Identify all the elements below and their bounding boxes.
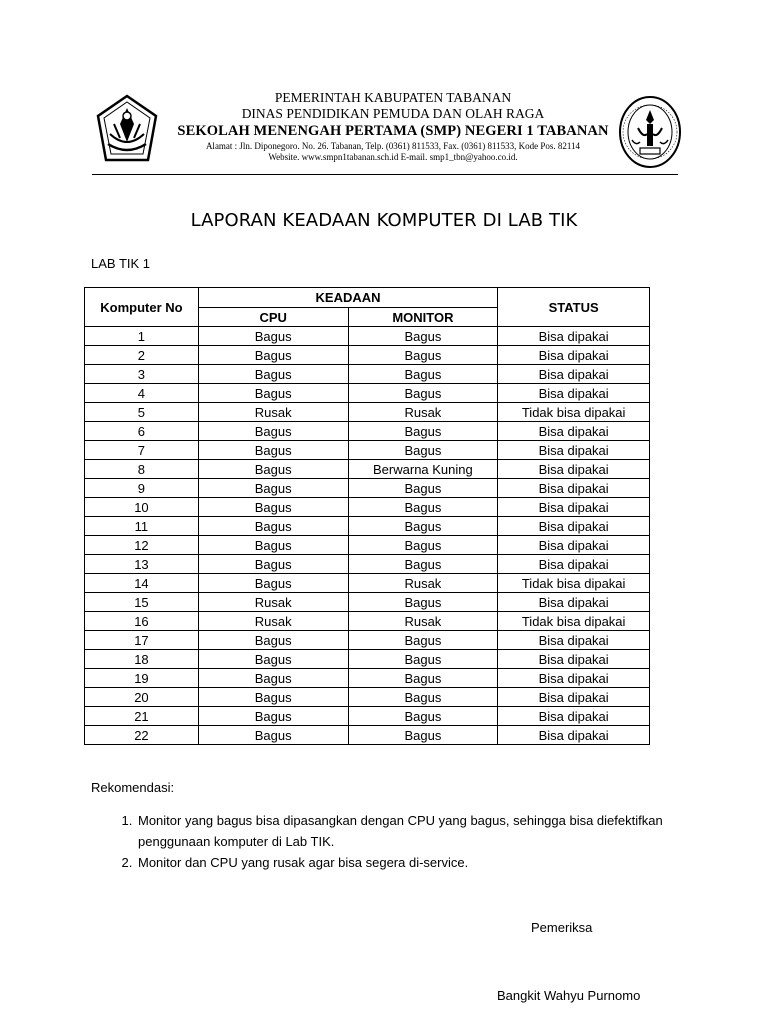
cell-computer-no: 16 <box>85 612 199 631</box>
cell-computer-no: 3 <box>85 365 199 384</box>
cell-status: Bisa dipakai <box>498 536 650 555</box>
report-title: LAPORAN KEADAAN KOMPUTER DI LAB TIK <box>190 210 578 231</box>
cell-computer-no: 20 <box>85 688 199 707</box>
cell-computer-no: 18 <box>85 650 199 669</box>
cell-monitor: Bagus <box>348 365 498 384</box>
cell-cpu: Bagus <box>198 536 348 555</box>
table-row <box>85 365 650 384</box>
cell-status: Bisa dipakai <box>498 441 650 460</box>
cell-computer-no: 6 <box>85 422 199 441</box>
cell-cpu: Bagus <box>198 460 348 479</box>
cell-cpu: Bagus <box>198 479 348 498</box>
table-row <box>85 346 650 365</box>
cell-monitor: Rusak <box>348 574 498 593</box>
cell-cpu: Bagus <box>198 498 348 517</box>
cell-cpu: Bagus <box>198 574 348 593</box>
cell-computer-no: 15 <box>85 593 199 612</box>
cell-monitor: Bagus <box>348 650 498 669</box>
cell-monitor: Bagus <box>348 688 498 707</box>
table-row <box>85 555 650 574</box>
cell-monitor: Bagus <box>348 555 498 574</box>
cell-monitor: Bagus <box>348 479 498 498</box>
cell-cpu: Bagus <box>198 631 348 650</box>
cell-computer-no: 14 <box>85 574 199 593</box>
cell-monitor: Bagus <box>348 346 498 365</box>
cell-status: Bisa dipakai <box>498 650 650 669</box>
cell-cpu: Bagus <box>198 555 348 574</box>
table-row <box>85 422 650 441</box>
cell-computer-no: 9 <box>85 479 199 498</box>
recommendation-item: 2. Monitor dan CPU yang rusak agar bisa segera di-service. <box>136 852 676 873</box>
table-row <box>85 498 650 517</box>
cell-monitor: Rusak <box>348 403 498 422</box>
cell-cpu: Bagus <box>198 441 348 460</box>
cell-cpu: Bagus <box>198 688 348 707</box>
table-row <box>85 403 650 422</box>
recommendation-list <box>92 810 676 873</box>
letterhead-divider <box>92 174 678 175</box>
cell-computer-no: 2 <box>85 346 199 365</box>
cell-cpu: Bagus <box>198 726 348 745</box>
computer-status-table <box>84 287 650 745</box>
cell-status: Bisa dipakai <box>498 479 650 498</box>
recommendation-item: 1. Monitor yang bagus bisa dipasangkan dengan CPU yang bagus, sehingga bisa diefektifkan penggunaan komputer di Lab TIK. <box>136 810 676 852</box>
signature-name: Bangkit Wahyu Purnomo <box>497 988 641 1003</box>
table-row <box>85 631 650 650</box>
cell-status: Bisa dipakai <box>498 460 650 479</box>
header-status: STATUS <box>498 288 650 327</box>
cell-monitor: Bagus <box>348 327 498 346</box>
cell-monitor: Bagus <box>348 707 498 726</box>
cell-computer-no: 10 <box>85 498 199 517</box>
cell-status: Bisa dipakai <box>498 422 650 441</box>
cell-computer-no: 19 <box>85 669 199 688</box>
cell-status: Tidak bisa dipakai <box>498 574 650 593</box>
cell-monitor: Bagus <box>348 726 498 745</box>
letterhead-contact: Website. www.smpn1tabanan.sch.id E-mail. smp1_tbn@yahoo.co.id. <box>268 152 518 162</box>
cell-computer-no: 1 <box>85 327 199 346</box>
cell-computer-no: 8 <box>85 460 199 479</box>
cell-cpu: Bagus <box>198 327 348 346</box>
lab-name: LAB TIK 1 <box>91 256 151 271</box>
table-row <box>85 593 650 612</box>
cell-cpu: Bagus <box>198 346 348 365</box>
cell-status: Bisa dipakai <box>498 688 650 707</box>
cell-status: Tidak bisa dipakai <box>498 403 650 422</box>
table-body <box>85 327 650 745</box>
cell-computer-no: 21 <box>85 707 199 726</box>
cell-status: Bisa dipakai <box>498 593 650 612</box>
cell-cpu: Rusak <box>198 593 348 612</box>
header-monitor: MONITOR <box>348 308 498 327</box>
table-row <box>85 650 650 669</box>
table-row <box>85 384 650 403</box>
cell-monitor: Bagus <box>348 517 498 536</box>
header-keadaan: KEADAAN <box>198 288 497 308</box>
cell-status: Tidak bisa dipakai <box>498 612 650 631</box>
table-row <box>85 536 650 555</box>
cell-monitor: Bagus <box>348 498 498 517</box>
cell-monitor: Bagus <box>348 384 498 403</box>
cell-status: Bisa dipakai <box>498 707 650 726</box>
letterhead-address: Alamat : Jln. Diponegoro. No. 26. Tabanan, Telp. (0361) 811533, Fax. (0361) 811533, Kode Pos. 82114 <box>205 141 581 151</box>
cell-monitor: Rusak <box>348 612 498 631</box>
letterhead <box>166 90 620 163</box>
cell-status: Bisa dipakai <box>498 327 650 346</box>
cell-computer-no: 13 <box>85 555 199 574</box>
cell-status: Bisa dipakai <box>498 517 650 536</box>
table-row <box>85 441 650 460</box>
kabupaten-tabanan-crest-icon <box>94 94 160 166</box>
table-row <box>85 460 650 479</box>
school-seal-icon <box>616 94 684 170</box>
cell-cpu: Rusak <box>198 612 348 631</box>
cell-status: Bisa dipakai <box>498 669 650 688</box>
cell-computer-no: 7 <box>85 441 199 460</box>
table-row <box>85 479 650 498</box>
cell-cpu: Bagus <box>198 707 348 726</box>
header-cpu: CPU <box>198 308 348 327</box>
cell-status: Bisa dipakai <box>498 384 650 403</box>
table-row <box>85 612 650 631</box>
cell-computer-no: 22 <box>85 726 199 745</box>
cell-monitor: Bagus <box>348 422 498 441</box>
cell-cpu: Rusak <box>198 403 348 422</box>
cell-status: Bisa dipakai <box>498 365 650 384</box>
table-row <box>85 726 650 745</box>
letterhead-government: PEMERINTAH KABUPATEN TABANAN <box>274 90 512 105</box>
cell-monitor: Bagus <box>348 536 498 555</box>
cell-monitor: Bagus <box>348 441 498 460</box>
cell-status: Bisa dipakai <box>498 726 650 745</box>
cell-status: Bisa dipakai <box>498 631 650 650</box>
table-row <box>85 327 650 346</box>
cell-computer-no: 11 <box>85 517 199 536</box>
cell-cpu: Bagus <box>198 517 348 536</box>
letterhead-school-name: SEKOLAH MENENGAH PERTAMA (SMP) NEGERI 1 TABANAN <box>177 123 609 139</box>
cell-monitor: Berwarna Kuning <box>348 460 498 479</box>
cell-monitor: Bagus <box>348 631 498 650</box>
table-row <box>85 707 650 726</box>
cell-computer-no: 4 <box>85 384 199 403</box>
cell-cpu: Bagus <box>198 365 348 384</box>
cell-cpu: Bagus <box>198 422 348 441</box>
cell-status: Bisa dipakai <box>498 498 650 517</box>
signature-role: Pemeriksa <box>531 920 593 935</box>
cell-computer-no: 5 <box>85 403 199 422</box>
cell-computer-no: 12 <box>85 536 199 555</box>
cell-cpu: Bagus <box>198 384 348 403</box>
cell-monitor: Bagus <box>348 669 498 688</box>
header-computer-no: Komputer No <box>85 288 199 327</box>
cell-computer-no: 17 <box>85 631 199 650</box>
letterhead-department: DINAS PENDIDIKAN PEMUDA DAN OLAH RAGA <box>241 106 545 121</box>
table-row <box>85 669 650 688</box>
table-row <box>85 517 650 536</box>
cell-status: Bisa dipakai <box>498 346 650 365</box>
table-row <box>85 688 650 707</box>
cell-cpu: Bagus <box>198 669 348 688</box>
table-row <box>85 574 650 593</box>
cell-status: Bisa dipakai <box>498 555 650 574</box>
cell-cpu: Bagus <box>198 650 348 669</box>
recommendation-title: Rekomendasi: <box>91 780 175 795</box>
cell-monitor: Bagus <box>348 593 498 612</box>
